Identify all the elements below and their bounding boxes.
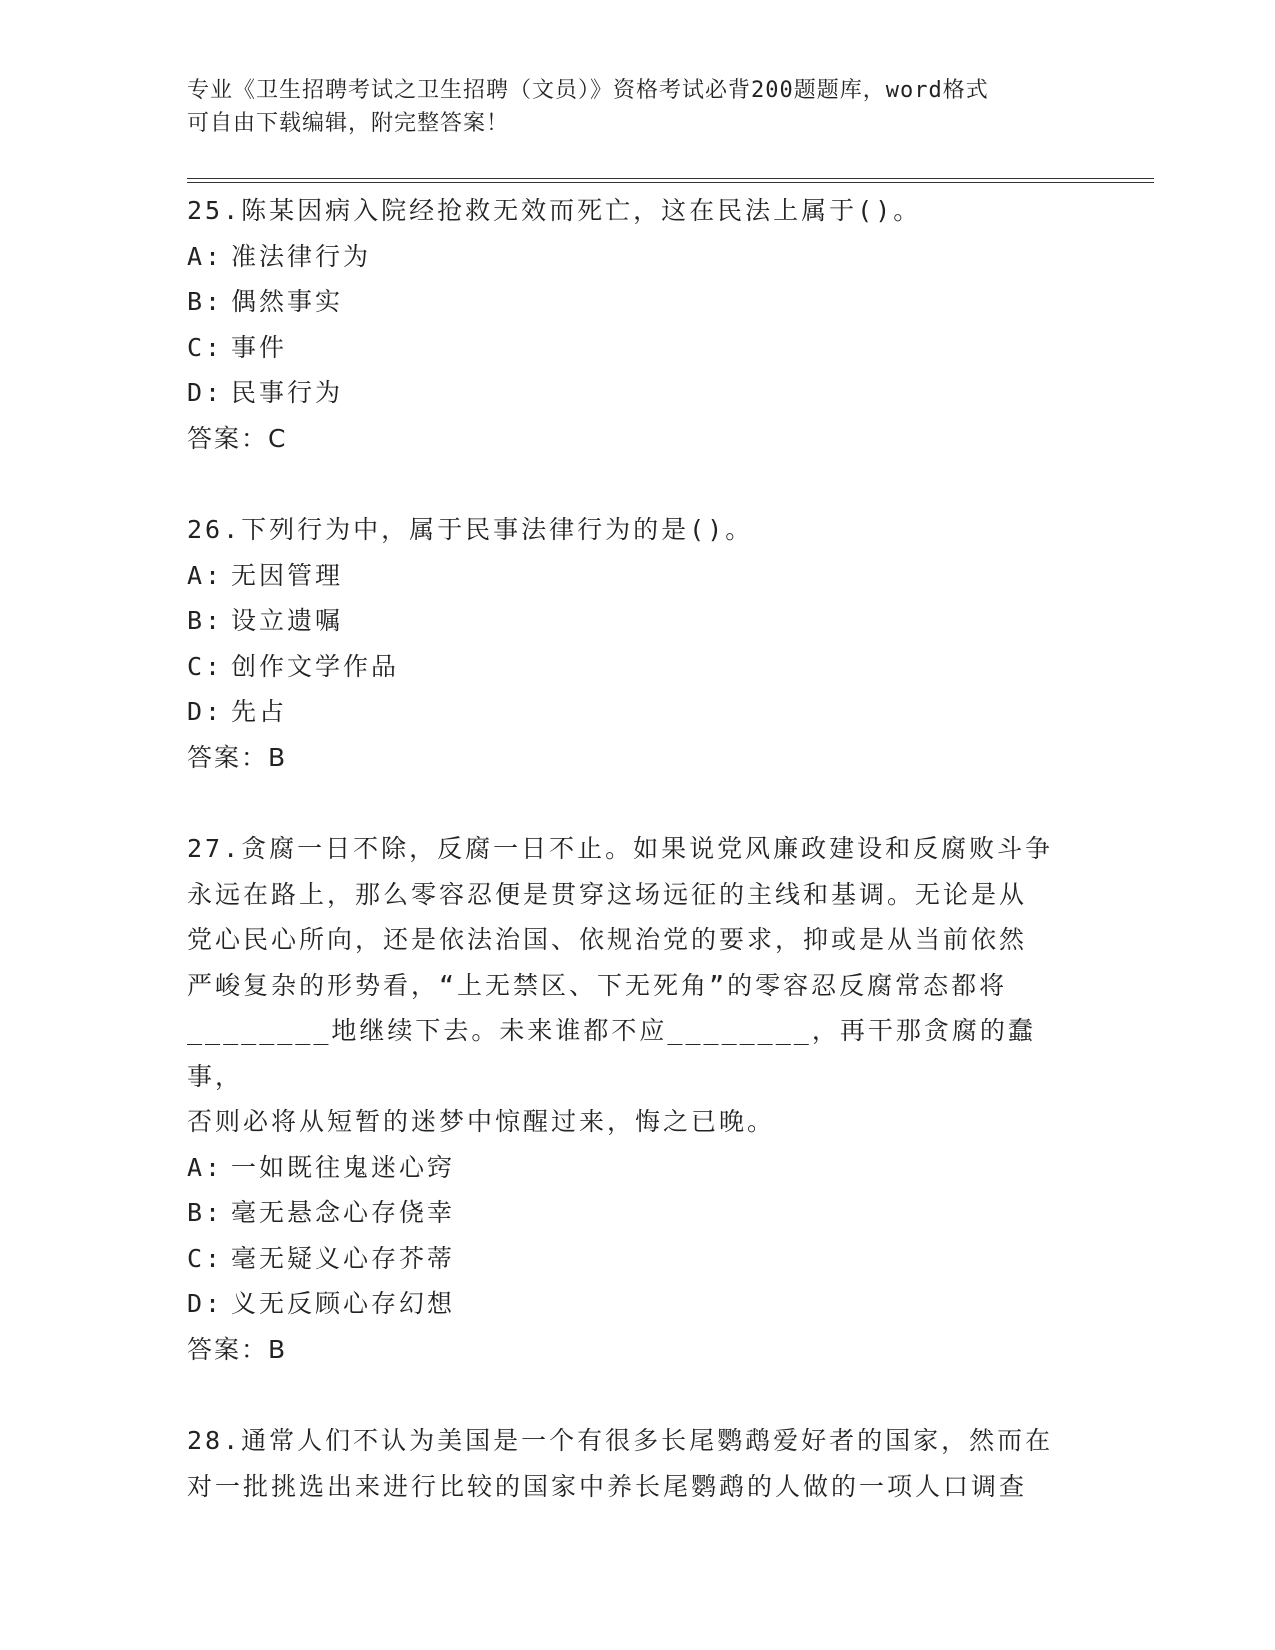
document-header: [187, 74, 1067, 140]
question-stem-line: 否则必将从短暂的迷梦中惊醒过来，悔之已晚。: [187, 1107, 776, 1136]
question-26: [187, 507, 1087, 780]
option-text: 创作文学作品: [231, 651, 400, 681]
option-d: [187, 1281, 1087, 1327]
option-letter: A:: [187, 560, 224, 590]
option-letter: C:: [187, 651, 224, 681]
option-text: 毫无悬念心存侥幸: [231, 1198, 456, 1227]
question-stem: 26.下列行为中，属于民事法律行为的是()。: [187, 515, 754, 544]
header-divider: [187, 178, 1154, 183]
option-c: [187, 325, 1087, 371]
option-b: [187, 1190, 1087, 1236]
question-28: [187, 1418, 1087, 1509]
question-27: [187, 826, 1087, 1372]
option-text: 无因管理: [231, 560, 344, 590]
option-a: [187, 234, 1087, 280]
answer-line: 答案：B: [187, 1334, 288, 1364]
option-letter: B:: [187, 606, 224, 635]
option-text: 准法律行为: [231, 241, 372, 271]
answer-line: 答案：B: [187, 742, 288, 772]
question-stem-line: 27.贪腐一日不除，反腐一日不止。如果说党风廉政建设和反腐败斗争: [187, 834, 1054, 863]
option-text: 设立遗嘱: [231, 606, 344, 635]
header-title-line-2: 可自由下载编辑，附完整答案！: [187, 111, 510, 136]
question-list: [187, 188, 1087, 1555]
option-letter: D:: [187, 1289, 224, 1318]
option-letter: B:: [187, 287, 224, 316]
option-b: [187, 279, 1087, 325]
option-letter: D:: [187, 697, 224, 726]
option-a: [187, 1145, 1087, 1191]
option-letter: A:: [187, 241, 224, 271]
option-c: [187, 644, 1087, 690]
option-letter: B:: [187, 1198, 224, 1227]
option-text: 民事行为: [231, 378, 344, 407]
question-stem-line: 党心民心所向，还是依法治国、依规治党的要求，抑或是从当前依然: [187, 925, 1028, 954]
option-letter: C:: [187, 332, 224, 362]
option-a: [187, 553, 1087, 599]
option-c: [187, 1236, 1087, 1282]
option-d: [187, 370, 1087, 416]
option-text: 毫无疑义心存芥蒂: [231, 1243, 456, 1273]
question-25: [187, 188, 1087, 461]
option-text: 事件: [231, 332, 288, 362]
option-text: 偶然事实: [231, 287, 344, 316]
option-d: [187, 689, 1087, 735]
option-letter: C:: [187, 1243, 224, 1273]
option-b: [187, 598, 1087, 644]
question-stem-line: 永远在路上，那么零容忍便是贯穿这场远征的主线和基调。无论是从: [187, 879, 1028, 909]
option-text: 义无反顾心存幻想: [231, 1289, 456, 1318]
question-stem-line: 对一批挑选出来进行比较的国家中养长尾鹦鹉的人做的一项人口调查: [187, 1471, 1028, 1501]
option-letter: D:: [187, 378, 224, 407]
option-letter: A:: [187, 1152, 224, 1182]
answer-line: 答案：C: [187, 423, 288, 453]
option-text: 先占: [231, 697, 288, 726]
question-stem: 25.陈某因病入院经抢救无效而死亡，这在民法上属于()。: [187, 196, 922, 225]
header-title-line-1: 专业《卫生招聘考试之卫生招聘（文员）》资格考试必背200题题库，word格式: [187, 78, 989, 103]
question-stem-line: 28.通常人们不认为美国是一个有很多长尾鹦鹉爱好者的国家，然而在: [187, 1426, 1054, 1455]
option-text: 一如既往鬼迷心窍: [231, 1152, 456, 1182]
question-stem-line: ________地继续下去。未来谁都不应________，再干那贪腐的蠢事，: [187, 1016, 1036, 1091]
question-stem-line: 严峻复杂的形势看，“上无禁区、下无死角”的零容忍反腐常态都将: [187, 970, 1008, 1000]
